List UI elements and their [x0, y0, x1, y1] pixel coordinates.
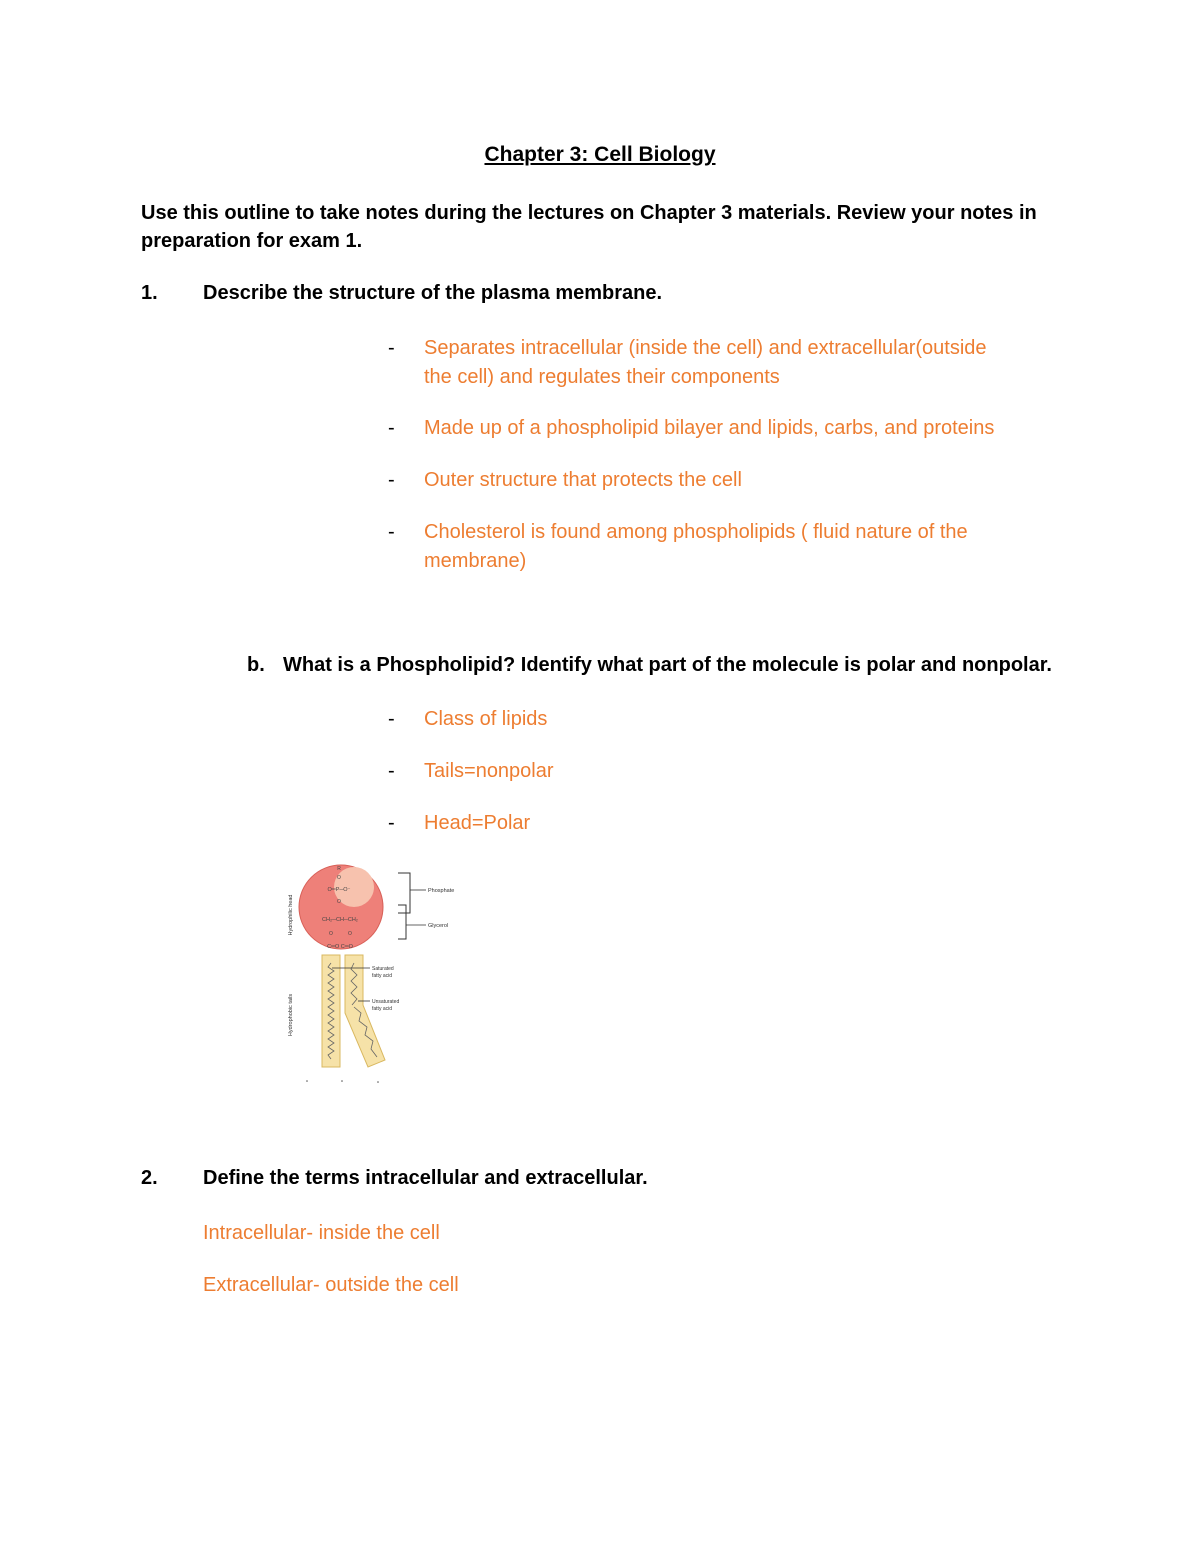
- question-2: [141, 1167, 648, 1190]
- answer-extracellular: Extracellular- outside the cell: [203, 1274, 459, 1296]
- answer-line: membrane): [424, 550, 527, 572]
- answer-text: [424, 518, 1064, 576]
- o-top-label: O: [337, 875, 341, 881]
- bullet-dash: -: [388, 760, 395, 782]
- hydrophilic-head-label: Hydrophilic head: [288, 894, 294, 936]
- question-b-text: What is a Phospholipid? Identify what part of the molecule is polar and nonpolar.: [283, 654, 1052, 676]
- r-group-label: R: [337, 866, 341, 872]
- answer-intracellular: Intracellular- inside the cell: [203, 1222, 440, 1244]
- question-b: [247, 654, 1052, 677]
- intro-line-2: preparation for exam 1.: [141, 230, 363, 252]
- glycerol-formula: CH₂─CH─CH₂: [322, 917, 358, 923]
- bullet-dash: -: [388, 812, 395, 834]
- answer-text: Outer structure that protects the cell: [424, 469, 742, 491]
- hydrophobic-tails-label: Hydrophobic tails: [288, 993, 294, 1037]
- answer-text: Head=Polar: [424, 812, 531, 834]
- question-1: [141, 282, 662, 305]
- phosphate-label: Phosphate: [428, 888, 455, 894]
- saturated-tail: [322, 955, 340, 1067]
- question-1-text: Describe the structure of the plasma membrane.: [203, 282, 663, 304]
- phospholipid-figure: [270, 855, 470, 1090]
- page-title: Chapter 3: Cell Biology: [484, 143, 716, 166]
- unsaturated-label-1: Unsaturated: [372, 999, 400, 1005]
- answer-line: Separates intracellular (inside the cell) and extracellular(outside: [424, 337, 987, 359]
- unsaturated-label-2: fatty acid: [372, 1006, 393, 1012]
- saturated-label-1: Saturated: [372, 966, 394, 972]
- answer-text: Class of lipids: [424, 708, 548, 730]
- glycerol-label: Glycerol: [428, 923, 449, 929]
- question-2-text: Define the terms intracellular and extracellular.: [203, 1167, 648, 1189]
- question-2-number: 2.: [141, 1167, 158, 1189]
- ester-o-1: O: [329, 931, 333, 937]
- bullet-dash: -: [388, 469, 395, 491]
- answer-text: [424, 334, 1064, 392]
- bullet-dash: -: [388, 521, 395, 543]
- saturated-label-2: fatty acid: [372, 973, 393, 979]
- o-mid-label: O: [337, 899, 341, 905]
- bullet-dash: -: [388, 417, 395, 439]
- bullet-dash: -: [388, 708, 395, 730]
- bullet-dash: -: [388, 337, 395, 359]
- answer-line: Cholesterol is found among phospholipids ( fluid nature of the: [424, 521, 968, 543]
- question-1-number: 1.: [141, 282, 158, 304]
- ester-o-2: O: [348, 931, 352, 937]
- ester-row: C═O C═O: [327, 944, 353, 950]
- question-b-letter: b.: [247, 654, 265, 676]
- answer-text: Made up of a phospholipid bilayer and lipids, carbs, and proteins: [424, 417, 995, 439]
- answer-line: the cell) and regulates their components: [424, 366, 780, 388]
- intro-line-1: Use this outline to take notes during the lectures on Chapter 3 materials. Review your notes in: [141, 202, 1037, 224]
- answer-text: Tails=nonpolar: [424, 760, 554, 782]
- phosphate-formula: O═P─O⁻: [327, 887, 351, 893]
